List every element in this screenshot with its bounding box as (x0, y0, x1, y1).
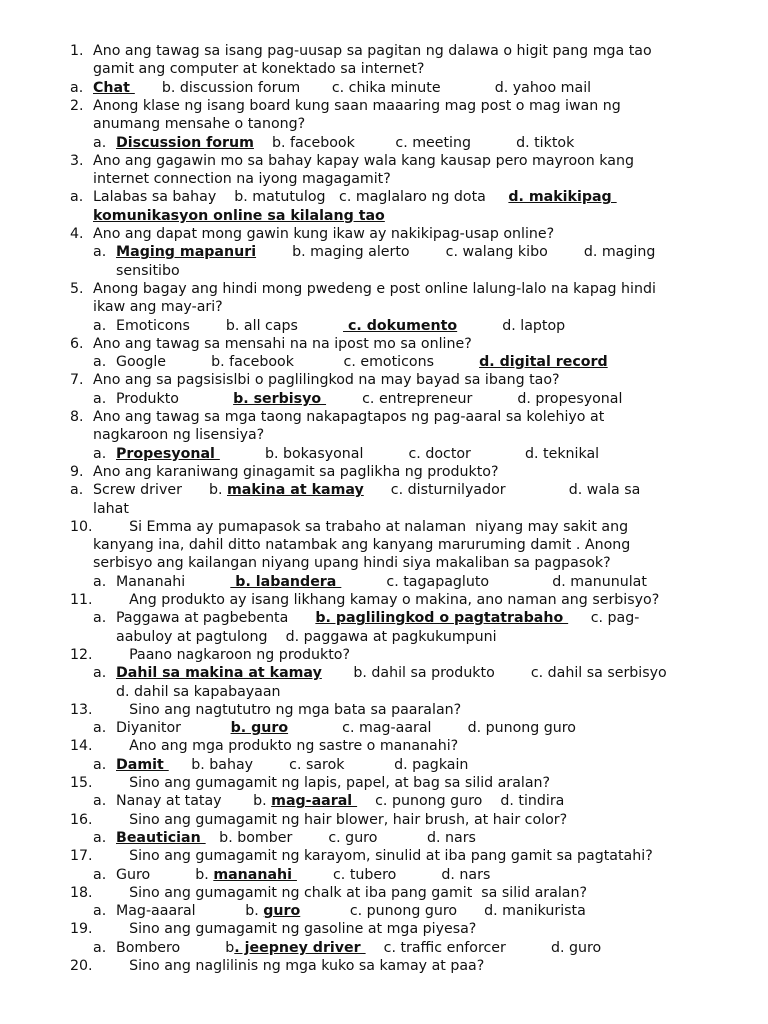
line-text (93, 79, 591, 97)
line-text (116, 573, 647, 591)
answer-choice-text: c. entrepreneur d. propesyonal (326, 390, 623, 407)
answer-choice-text: c. punong guro d. tindira (357, 793, 565, 810)
line-text (93, 188, 617, 206)
item-number: a. (93, 829, 107, 846)
line-text: serbisyo ang kailangan niyang upang hindi siya makaliban sa pagpasok? (93, 555, 611, 572)
line-text: d. dahil sa kapabayaan (116, 683, 281, 700)
item-number: 9. (70, 463, 84, 480)
item-number: 5. (70, 280, 84, 297)
line-text: Ano ang mga produkto ng sastre o mananahi? (93, 738, 459, 755)
item-number: a. (93, 610, 107, 627)
answer-choice-text: c. traffic enforcer d. guro (365, 939, 602, 956)
line-text: Ano ang dapat mong gawin kung ikaw ay nakikipag-usap online? (93, 226, 555, 242)
line-text (93, 207, 385, 225)
item-number: 4. (70, 226, 84, 242)
line-text (116, 756, 468, 774)
item-number: a. (93, 390, 107, 407)
line-text (116, 866, 490, 884)
item-number: 12. (70, 646, 93, 663)
answer-choice-text: Screw driver b. (93, 482, 227, 499)
line-text: Ano ang tawag sa mensahi na na ipost mo sa online? (93, 335, 472, 352)
item-number: a. (93, 720, 107, 737)
correct-answer: guro (263, 903, 301, 920)
answer-choice-text: Paggawa at pagbebenta (116, 610, 316, 627)
line-text (116, 353, 608, 371)
item-number: a. (93, 354, 107, 371)
line-text: kanyang ina, dahil ditto natambak ang kanyang maruruming damit . Anong (93, 537, 631, 554)
item-number: 20. (70, 958, 93, 974)
answer-choice-text: b. facebook c. meeting d. tiktok (253, 134, 575, 151)
item-number: a. (93, 866, 107, 883)
correct-answer: Damit (116, 756, 169, 773)
line-text (93, 481, 640, 499)
correct-answer: mananahi (213, 866, 297, 883)
item-number: a. (93, 445, 107, 462)
correct-answer: makina at kamay (227, 482, 364, 499)
answer-choice-text: Produkto (116, 390, 234, 407)
line-text: nagkaroon ng lisensiya? (93, 427, 265, 444)
line-text (116, 390, 622, 408)
answer-choice-text: d. laptop (457, 317, 566, 334)
item-number: a. (93, 903, 107, 920)
answer-choice-text: Emoticons b. all caps (116, 317, 344, 334)
item-number: 11. (70, 592, 93, 608)
line-text: Sino ang gumagamit ng gasoline at mga piyesa? (93, 921, 477, 938)
item-number: 14. (70, 738, 93, 755)
item-number: 17. (70, 848, 93, 865)
line-text: internet connection na iyong magagamit? (93, 171, 391, 188)
answer-choice-text: c. tagapagluto d. manunulat (341, 573, 647, 590)
answer-choice-text: c. punong guro d. manikurista (300, 903, 586, 920)
answer-choice-text: b. maging alerto c. walang kibo d. maging (256, 244, 656, 261)
item-number: a. (70, 189, 84, 206)
item-number: a. (93, 134, 107, 151)
line-text (116, 939, 601, 957)
item-number: 7. (70, 372, 84, 389)
item-number: 8. (70, 409, 84, 425)
item-number: a. (70, 482, 84, 499)
item-number: a. (93, 244, 107, 261)
line-text (116, 792, 564, 810)
correct-answer: c. dokumento (343, 317, 458, 334)
answer-choice-text: Guro b. (116, 866, 214, 883)
correct-answer: Beautician (116, 829, 206, 846)
line-text (116, 829, 476, 847)
line-text: Sino ang gumagamit ng lapis, papel, at bag sa silid aralan? (93, 775, 551, 791)
answer-choice-text: b. bokasyonal c. doctor d. teknikal (219, 445, 600, 462)
answer-choice-text: Bombero b (116, 939, 235, 956)
item-number: a. (70, 79, 84, 96)
answer-choice-text: Lalabas sa bahay b. matutulog c. maglalaro ng dota (93, 189, 509, 206)
correct-answer: Chat (93, 79, 135, 96)
line-text: Si Emma ay pumapasok sa trabaho at nalaman niyang may sakit ang (93, 518, 629, 535)
answer-choice-text: c. mag-aaral d. punong guro (288, 720, 576, 737)
line-text: Paano nagkaroon ng produkto? (93, 646, 351, 663)
item-number: a. (93, 939, 107, 956)
correct-answer: d. digital record (479, 354, 608, 371)
item-number: a. (93, 793, 107, 810)
correct-answer: Dahil sa makina at kamay (116, 665, 322, 682)
line-text: Ang produkto ay isang likhang kamay o makina, ano naman ang serbisyo? (93, 592, 660, 608)
line-text: Ano ang tawag sa mga taong nakapagtapos ng pag-aaral sa kolehiyo at (93, 409, 605, 425)
line-text: Sino ang gumagamit ng karayom, sinulid at iba pang gamit sa pagtatahi? (93, 848, 653, 865)
answer-choice-text: Google b. facebook c. emoticons (116, 354, 480, 371)
line-text (116, 445, 599, 463)
item-number: 10. (70, 518, 93, 535)
line-text (116, 664, 667, 682)
line-text (116, 719, 576, 737)
answer-choice-text: Nanay at tatay b. (116, 793, 272, 810)
correct-answer: b. serbisyo (233, 390, 327, 407)
item-number: 13. (70, 701, 93, 718)
line-text: Anong klase ng isang board kung saan maaaring mag post o mag iwan ng (93, 97, 621, 114)
item-number: 18. (70, 884, 93, 901)
answer-choice-text: b. bomber c. guro d. nars (205, 829, 476, 846)
line-text: Sino ang gumagamit ng chalk at iba pang gamit sa silid aralan? (93, 884, 587, 901)
item-number: a. (93, 665, 107, 682)
answer-choice-text: b. dahil sa produkto c. dahil sa serbisyo (321, 665, 667, 682)
line-text: Sino ang nagtututro ng mga bata sa paaralan? (93, 701, 462, 718)
correct-answer: . jeepney driver (234, 939, 366, 956)
line-text: Sino ang gumagamit ng hair blower, hair brush, at hair color? (93, 811, 568, 828)
line-text: lahat (93, 500, 129, 517)
answer-choice-text: Mag-aaaral b. (116, 903, 264, 920)
answer-choice-text: c. disturnilyador d. wala sa (363, 482, 641, 499)
item-number: 3. (70, 152, 84, 169)
correct-answer: mag-aaral (271, 793, 358, 810)
line-text: anumang mensahe o tanong? (93, 116, 306, 133)
correct-answer: Discussion forum (116, 134, 254, 151)
line-text: Ano ang sa pagsisislbi o paglilingkod na may bayad sa ibang tao? (93, 372, 560, 389)
line-text (116, 134, 574, 152)
line-text (116, 902, 586, 920)
correct-answer: komunikasyon online sa kilalang tao (93, 207, 385, 224)
item-number: a. (93, 317, 107, 334)
answer-choice-text: Diyanitor (116, 720, 231, 737)
item-number: a. (93, 573, 107, 590)
line-text: Anong bagay ang hindi mong pwedeng e post online lalung-lalo na kapag hindi (93, 280, 656, 297)
correct-answer: Maging mapanuri (116, 244, 257, 261)
line-text: gamit ang computer at konektado sa internet? (93, 61, 425, 78)
line-text: Sino ang naglilinis ng mga kuko sa kamay at paa? (93, 958, 485, 974)
correct-answer: b. labandera (230, 573, 342, 590)
item-number: a. (93, 756, 107, 773)
line-text: sensitibo (116, 262, 180, 279)
line-text: aabuloy at pagtulong d. paggawa at pagkukumpuni (116, 628, 497, 645)
line-text (116, 609, 639, 627)
answer-choice-text: c. pag- (568, 610, 640, 627)
item-number: 6. (70, 335, 84, 352)
correct-answer: b. paglilingkod o pagtatrabaho (315, 610, 569, 627)
line-text (116, 243, 655, 261)
line-text: Ano ang gagawin mo sa bahay kapay wala kang kausap pero mayroon kang (93, 152, 634, 169)
line-text: Ano ang karaniwang ginagamit sa paglikha ng produkto? (93, 463, 499, 480)
line-text (116, 317, 565, 335)
answer-choice-text: c. tubero d. nars (296, 866, 491, 883)
answer-choice-text: b. discussion forum c. chika minute d. yahoo mail (134, 79, 592, 96)
item-number: 2. (70, 97, 84, 114)
line-text: Ano ang tawag sa isang pag-uusap sa pagitan ng dalawa o higit pang mga tao (93, 43, 652, 59)
item-number: 16. (70, 811, 93, 828)
item-number: 15. (70, 775, 93, 791)
correct-answer: b. guro (230, 720, 289, 737)
correct-answer: Propesyonal (116, 445, 220, 462)
item-number: 19. (70, 921, 93, 938)
answer-choice-text: b. bahay c. sarok d. pagkain (168, 756, 469, 773)
answer-choice-text: Mananahi (116, 573, 231, 590)
item-number: 1. (70, 43, 84, 59)
line-text: ikaw ang may-ari? (93, 299, 223, 316)
correct-answer: d. makikipag (508, 189, 617, 206)
